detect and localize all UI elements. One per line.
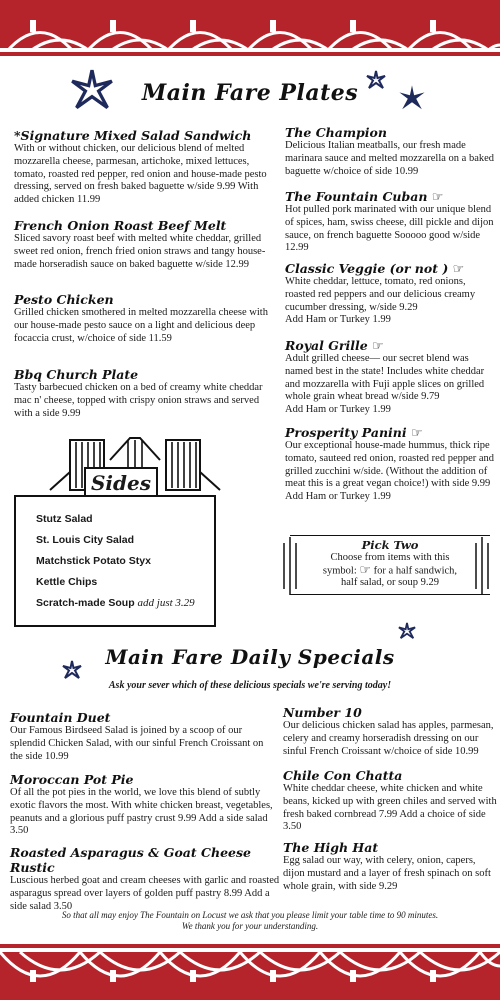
pick-two-line2a: symbol: bbox=[322, 564, 357, 576]
special-item bbox=[283, 840, 497, 893]
pick-two-line2 bbox=[290, 562, 490, 578]
item-name: The High Hat bbox=[283, 840, 379, 855]
footer-line1: So that all may enjoy The Fountain on Locust we ask that you please limit your table time to 90 minutes. bbox=[61, 910, 439, 920]
item-desc: Delicious Italian meatballs, our fresh made marinara sauce and melted mozzarella on a baked baguette w/choice of side 10.99 bbox=[285, 140, 495, 177]
item-desc: Of all the pot pies in the world, we love this blend of subtly exotic flavors the most. With white chicken breast, vegetables, peanuts and a glorious puff pastry crust 9.99 Add a side salad 3.50 bbox=[10, 787, 273, 837]
item-desc: Adult grilled cheese— our secret blend was named best in the state! Includes white cheddar and mozzarella with Fuji apple slices on grilled whole grain wheat bread w/side 9.79 bbox=[285, 353, 485, 403]
item-desc: Our delicious chicken salad has apples, parmesan, celery and creamy horseradish dressing on our sinful French Croissant w/choice of side 10.99 bbox=[283, 720, 494, 757]
item-name: Bbq Church Plate bbox=[14, 367, 139, 382]
item-extra: Add Ham or Turkey 1.99 bbox=[285, 491, 391, 503]
sides-heading: Sides bbox=[84, 467, 158, 497]
pick-two-line3: half salad, or soup 9.29 bbox=[341, 577, 439, 589]
item-name bbox=[285, 189, 497, 204]
side-item: Kettle Chips bbox=[36, 576, 98, 588]
item-desc: White cheddar cheese, white chicken and white beans, kicked up with green chiles and served with fresh baked cornbread 7.99 Add a choice of side 3.50 bbox=[283, 783, 497, 833]
item-name: Moroccan Pot Pie bbox=[10, 772, 134, 787]
side-item: Stutz Salad bbox=[36, 513, 93, 525]
pick-two-line2b: for a half sandwich, bbox=[373, 564, 458, 576]
side-item bbox=[36, 593, 214, 614]
special-item bbox=[283, 705, 497, 758]
item-name: Chile Con Chatta bbox=[283, 768, 403, 783]
item-name: Roasted Asparagus & Goat Cheese Rustic bbox=[10, 845, 251, 875]
top-decorative-border bbox=[0, 0, 500, 60]
item-name: Pesto Chicken bbox=[14, 292, 114, 307]
star-icon bbox=[398, 622, 416, 645]
item-desc: Egg salad our way, with celery, onion, capers, dijon mustard and a layer of fresh spinach on soft whole grain, with side 9.29 bbox=[283, 855, 491, 892]
bottom-decorative-border bbox=[0, 940, 500, 1000]
item-desc: Sliced savory roast beef with melted white cheddar, grilled sweet red onion, french fried onion straws and tangy house-made horseradish sauce on baked baguette w/side 12.99 bbox=[14, 233, 266, 270]
side-item: St. Louis City Salad bbox=[36, 534, 135, 546]
pointing-hand-icon: ☞ bbox=[410, 425, 423, 441]
pointing-hand-icon: ☞ bbox=[431, 189, 444, 205]
specials-title: Main Fare Daily Specials bbox=[105, 645, 395, 669]
soup-note: add just 3.29 bbox=[137, 597, 195, 609]
item-extra: Add Ham or Turkey 1.99 bbox=[285, 404, 391, 416]
item-name: French Onion Roast Beef Melt bbox=[14, 218, 227, 233]
item-desc: Luscious herbed goat and cream cheeses with garlic and roasted asparagus spread over layers of golden puff pastry 8.99 Add a side salad 3.50 bbox=[10, 875, 280, 912]
special-item bbox=[10, 710, 272, 763]
menu-item bbox=[14, 218, 276, 271]
special-item bbox=[283, 768, 497, 834]
item-desc: With or without chicken, our delicious blend of melted mozzarella cheese, parmesan, artichoke, mixed lettuces, tomato, roasted red pepper, red onion and house-made pesto dressing, served on fresh baked baguette w/side 9.99 With added chicken 11.99 bbox=[14, 143, 267, 206]
pointing-hand-icon: ☞ bbox=[359, 562, 372, 578]
menu-item bbox=[285, 261, 497, 327]
item-desc: Hot pulled pork marinated with our unique blend of spices, ham, swiss cheese, dill pickle and dijon sauce, on french baguette Sooooo good w/side 12.99 bbox=[285, 204, 494, 254]
special-item bbox=[10, 772, 280, 838]
footer-note bbox=[0, 910, 500, 932]
pick-two-title: Pick Two bbox=[361, 538, 419, 552]
item-desc: Grilled chicken smothered in melted mozzarella cheese with our house-made pesto sauce on a light and delicious deep focaccia crust, w/choice of side 11.59 bbox=[14, 307, 268, 344]
item-name bbox=[285, 338, 497, 353]
specials-subtitle: Ask your sever which of these delicious specials we're serving today! bbox=[108, 680, 392, 691]
item-desc: Our Famous Birdseed Salad is joined by a scoop of our splendid Chicken Salad, with our sinful French Croissant on the side 10.99 bbox=[10, 725, 264, 762]
side-item-soup: Scratch-made Soup bbox=[36, 597, 135, 609]
sides-list bbox=[14, 495, 216, 627]
menu-item bbox=[285, 125, 497, 178]
item-name bbox=[285, 261, 497, 276]
item-name: The Champion bbox=[285, 125, 387, 140]
item-name bbox=[285, 425, 497, 440]
menu-item bbox=[285, 189, 497, 255]
pointing-hand-icon: ☞ bbox=[372, 338, 384, 354]
menu-item bbox=[285, 338, 497, 417]
item-desc: Tasty barbecued chicken on a bed of creamy white cheddar mac n' cheese, topped with crispy onion straws and served with a side 9.99 bbox=[14, 382, 263, 419]
item-name-text: Prosperity Panini bbox=[285, 425, 407, 440]
menu-item bbox=[14, 367, 276, 420]
special-item bbox=[10, 845, 285, 913]
item-name: Fountain Duet bbox=[10, 710, 111, 725]
item-name-text: Royal Grille bbox=[285, 338, 368, 353]
pointing-hand-icon: ☞ bbox=[452, 261, 465, 277]
pick-two-line1: Choose from items with this bbox=[330, 552, 450, 563]
item-name-text: The Fountain Cuban bbox=[285, 189, 428, 204]
footer-line2: We thank you for your understanding. bbox=[181, 921, 319, 931]
item-name-text: Classic Veggie (or not ) bbox=[285, 261, 449, 276]
item-name: *Signature Mixed Salad Sandwich bbox=[14, 128, 252, 143]
page-title: Main Fare Plates bbox=[141, 80, 359, 106]
side-item: Matchstick Potato Styx bbox=[36, 555, 151, 567]
item-desc: Our exceptional house-made hummus, thick ripe tomato, sauteed red onion, roasted red pepper and grilled zucchini w/side. (Without the addition of meat this is a great vegan choice!) with side 9.99 bbox=[285, 440, 495, 490]
item-desc: White cheddar, lettuce, tomato, red onions, roasted red peppers and our delicious creamy cucumber dressing, w/side 9.29 bbox=[285, 276, 476, 313]
pick-two-box bbox=[290, 535, 490, 595]
item-name: Number 10 bbox=[283, 705, 362, 720]
menu-item bbox=[14, 128, 276, 207]
menu-item bbox=[285, 425, 497, 504]
item-extra: Add Ham or Turkey 1.99 bbox=[285, 314, 391, 326]
menu-item bbox=[14, 292, 276, 345]
